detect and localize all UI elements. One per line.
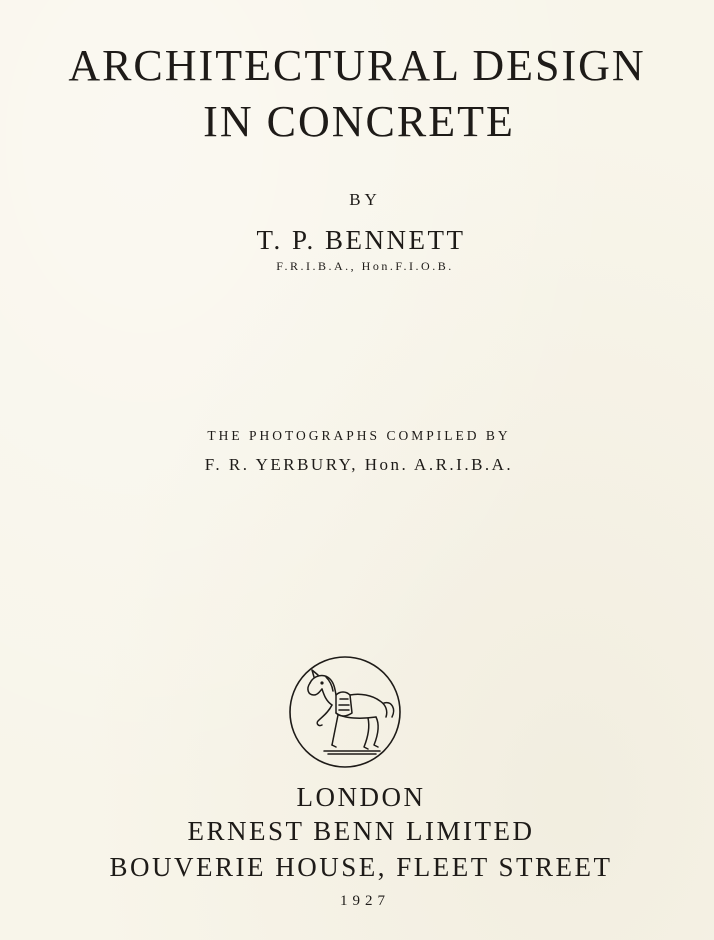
imprint-publisher: ERNEST BENN LIMITED — [187, 816, 535, 846]
photographer-name: F. R. YERBURY, Hon. A.R.I.B.A. — [204, 455, 514, 474]
imprint-year: 1927 — [340, 893, 390, 909]
horse-device-icon — [288, 655, 402, 769]
photographs-credit-line: THE PHOTOGRAPHS COMPILED BY — [207, 428, 511, 443]
imprint-address: BOUVERIE HOUSE, FLEET STREET — [109, 852, 613, 882]
author-name: T. P. BENNETT — [256, 225, 466, 255]
book-title-line-1: ARCHITECTURAL DESIGN — [68, 41, 646, 90]
book-title-line-2: IN CONCRETE — [203, 97, 515, 146]
imprint-city: LONDON — [296, 782, 426, 812]
by-label: BY — [349, 190, 381, 209]
author-qualifications: F.R.I.B.A., Hon.F.I.O.B. — [276, 259, 454, 273]
